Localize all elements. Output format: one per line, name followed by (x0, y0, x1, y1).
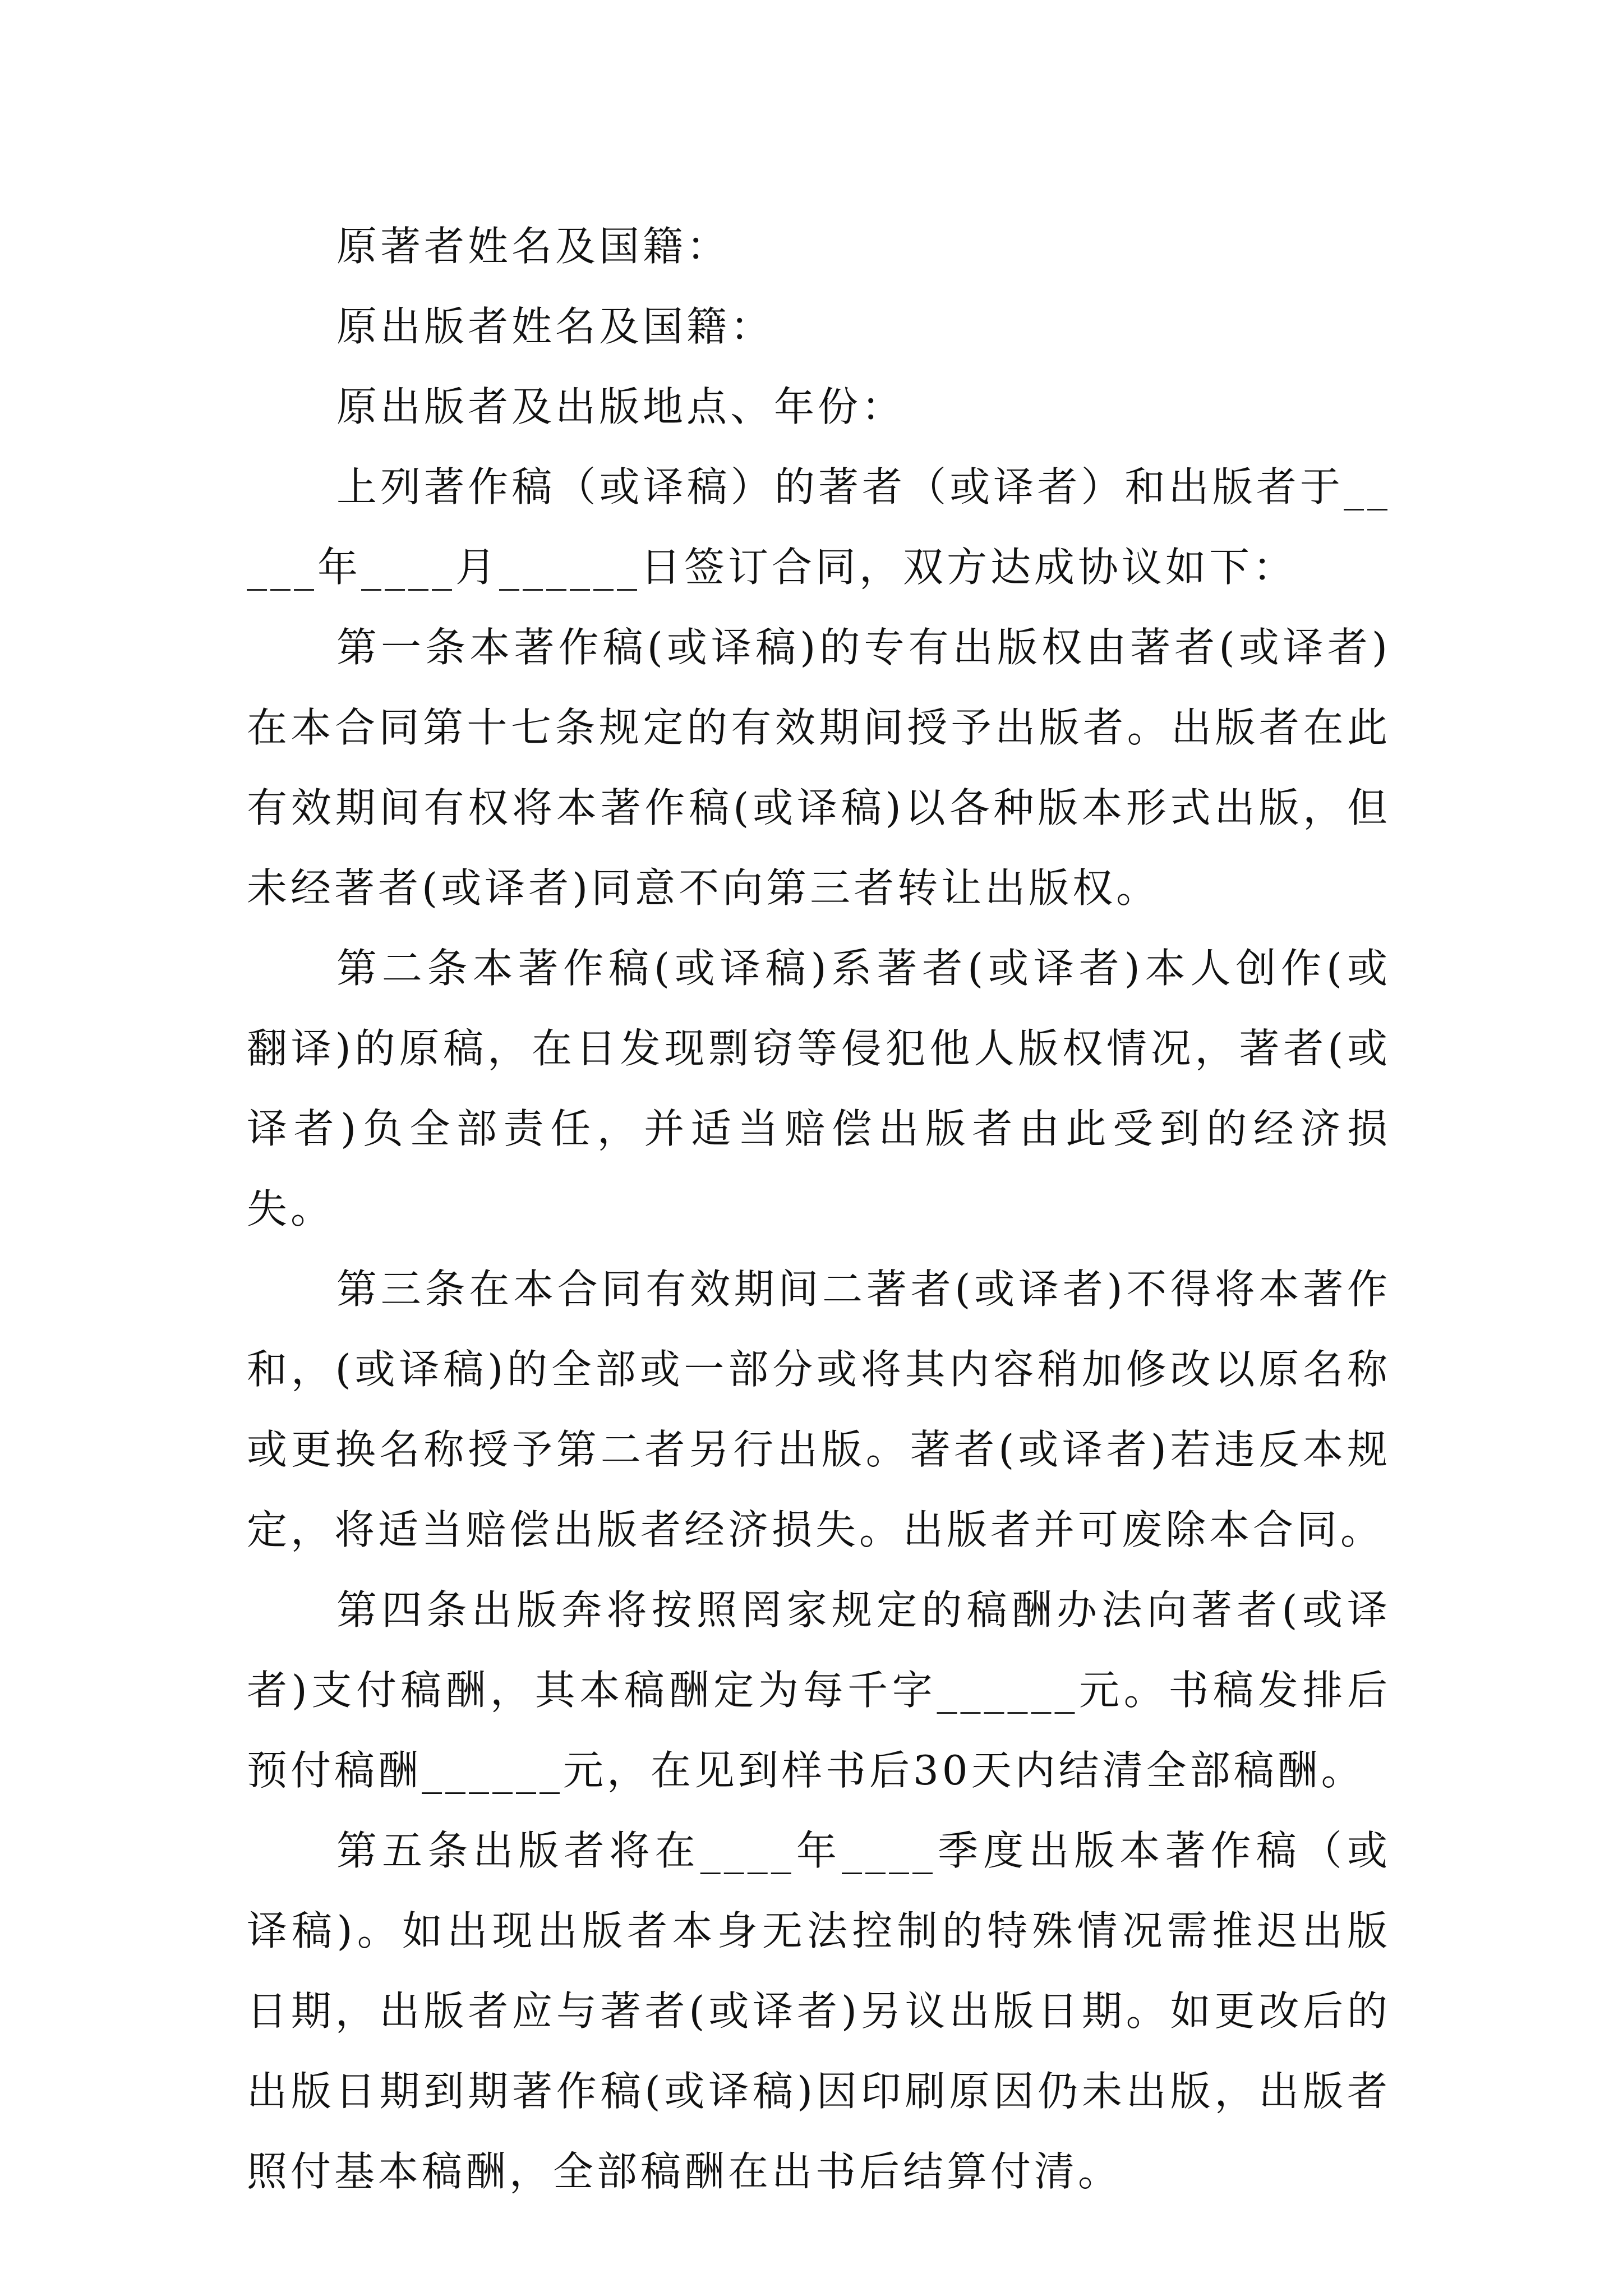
field-original-publisher: 原出版者姓名及国籍： (336, 303, 774, 350)
article-5: 第五条出版者将在____年____季度出版本著作稿（或译稿)。如出现出版者本身无法控制的特殊情况需推迟出版日期，出版者应与著者(或译者)另议出版日期。如更改后的出版日期到期著作稿(或译稿)因印刷原因仍未出版，出版者照付基本稿酬，全部稿酬在出书后结算付清。 (247, 1827, 1391, 2195)
article-2: 第二条本著作稿(或译稿)系著者(或译者)本人创作(或翻译)的原稿，在日发现剽窃等侵犯他人版权情况，著者(或译者)负全部责任，并适当赔偿出版者由此受到的经济损失。 (247, 945, 1391, 1232)
document-body (247, 206, 1391, 2212)
article-3: 第三条在本合同有效期间二著者(或译者)不得将本著作和，(或译稿)的全部或一部分或将其内容稍加修改以原名称或更换名称授予第二者另行出版。著者(或译者)若违反本规定，将适当赔偿出版者经济损失。出版者并可废除本合同。 (247, 1266, 1391, 1553)
article-4: 第四条出版奔将按照罔家规定的稿酬办法向著者(或译者)支付稿酬，其本稿酬定为每千字______元。书稿发排后预付稿酬______元，在见到样书后30天内结清全部稿酬。 (247, 1586, 1391, 1794)
field-publication-place-year: 原出版者及出版地点、年份： (336, 383, 906, 430)
field-original-author: 原著者姓名及国籍： (336, 223, 731, 270)
article-1: 第一条本著作稿(或译稿)的专有出版权由著者(或译者)在本合同第十七条规定的有效期间授予出版者。出版者在此有效期间有权将本著作稿(或译稿)以各种版本形式出版，但未经著者(或译者)同意不向第三者转让出版权。 (247, 624, 1391, 912)
contract-preamble: 上列著作稿（或译稿）的著者（或译者）和出版者于_____年____月______日签订合同，双方达成协议如下： (247, 463, 1391, 591)
